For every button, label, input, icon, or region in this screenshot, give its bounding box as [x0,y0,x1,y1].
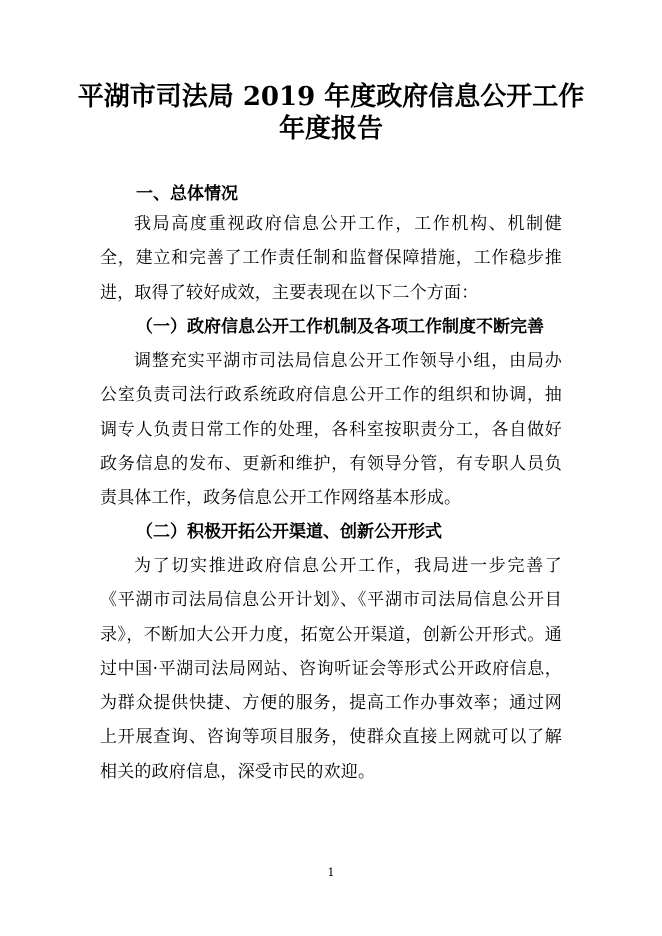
subsection-heading-1: （一）政府信息公开工作机制及各项工作制度不断完善 [136,317,544,337]
document-title-line-1: 平湖市司法局 2019 年度政府信息公开工作 [77,82,585,112]
subsection-2-paragraph: 为了切实推进政府信息公开工作，我局进一步完善了《平湖市司法局信息公开计划》、《平湖市司法局信息公开目录》，不断加大公开力度，拓宽公开渠道，创新公开形式。通过中国·平湖司法局网站、咨询听证会等形式公开政府信息，为群众提供快捷、方便的服务，提高工作办事效率；通过网上开展查询、咨询等项目服务，使群众直接上网就可以了解相关的政府信息，深受市民的欢迎。 [100,556,562,782]
document-title-line-2: 年度报告 [278,114,383,144]
intro-paragraph: 我局高度重视政府信息公开工作，工作机构、机制健全，建立和完善了工作责任制和监督保障措施，工作稳步推进，取得了较好成效，主要表现在以下二个方面： [100,214,562,303]
subsection-1-paragraph: 调整充实平湖市司法局信息公开工作领导小组，由局办公室负责司法行政系统政府信息公开工作的组织和协调，抽调专人负责日常工作的处理，各科室按职责分工，各自做好政务信息的发布、更新和维护，有领导分管，有专职人员负责具体工作，政务信息公开工作网络基本形成。 [100,351,562,509]
subsection-heading-2: （二）积极开拓公开渠道、创新公开形式 [136,522,442,542]
page-number: 1 [327,866,335,879]
section-heading-overview: 一、总体情况 [136,184,238,204]
